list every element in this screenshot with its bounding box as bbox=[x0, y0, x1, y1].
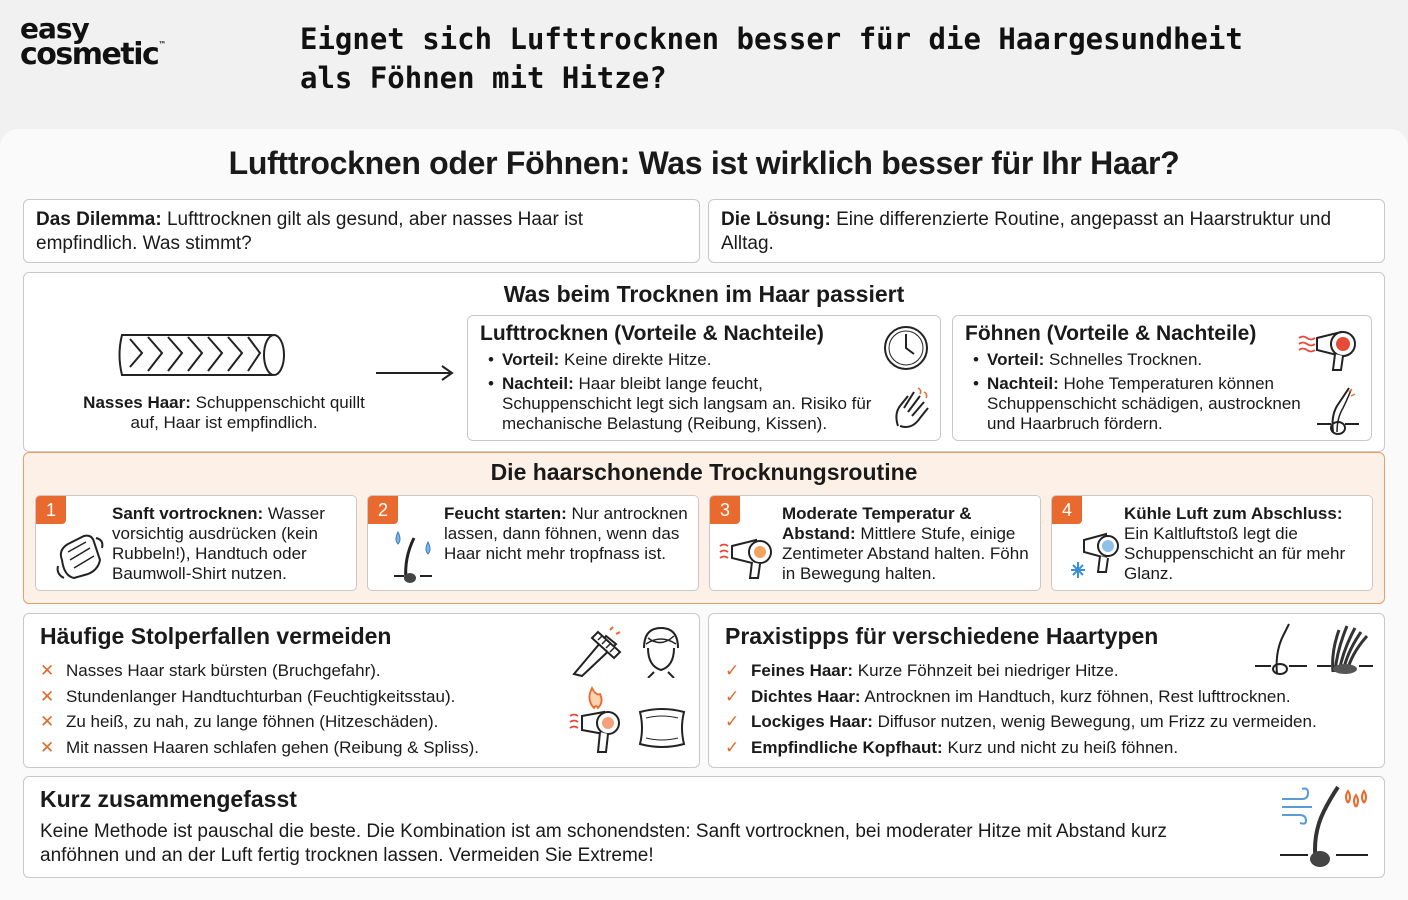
pro-text: Keine direkte Hitze. bbox=[564, 350, 712, 369]
hair-strand-icon bbox=[112, 327, 288, 383]
blow-drying-title: Föhnen (Vorteile & Nachteile) bbox=[965, 322, 1257, 345]
pitfall-item: ✕ Nasses Haar stark bürsten (Bruchgefahr). bbox=[40, 658, 479, 684]
routine-step-3 bbox=[709, 495, 1041, 591]
wind-heat-hair-icon bbox=[1278, 785, 1370, 871]
dilemma-box bbox=[23, 199, 700, 263]
solution-box bbox=[708, 199, 1385, 263]
con-label: Nachteil: bbox=[502, 374, 574, 393]
tip-text: Diffusor nutzen, wenig Bewegung, um Frizz zu vermeiden. bbox=[877, 712, 1317, 731]
drying-routine-section bbox=[23, 452, 1385, 604]
pro-label: Vorteil: bbox=[987, 350, 1045, 369]
step-number: 2 bbox=[368, 496, 398, 524]
step-text bbox=[1124, 504, 1368, 584]
blow-drying-card bbox=[952, 315, 1372, 441]
air-drying-pro bbox=[502, 350, 928, 370]
water-drop-icon bbox=[390, 528, 434, 584]
air-drying-title: Lufttrocknen (Vorteile & Nachteile) bbox=[480, 322, 824, 345]
hair-type-tips-section bbox=[708, 613, 1385, 768]
routine-step-4 bbox=[1051, 495, 1373, 591]
wet-hair-text: Schuppenschicht quillt auf, Haar ist empfindlich. bbox=[130, 393, 365, 432]
pitfalls-list bbox=[40, 658, 479, 760]
pitfall-item: ✕ Mit nassen Haaren schlafen gehen (Reibung & Spliss). bbox=[40, 735, 479, 761]
pro-label: Vorteil: bbox=[502, 350, 560, 369]
air-drying-card bbox=[467, 315, 941, 441]
dilemma-label: Das Dilemma: bbox=[36, 209, 162, 230]
tip-text: Antrocknen im Handtuch, kurz föhnen, Rest lufttrocknen. bbox=[864, 686, 1291, 706]
step-label: Kühle Luft zum Abschluss: bbox=[1124, 504, 1343, 523]
step-description: Wasser vorsichtig ausdrücken (kein Rubbeln!), Handtuch oder Baumwoll-Shirt nutzen. bbox=[112, 504, 325, 583]
tip-label: Empfindliche Kopfhaut: bbox=[751, 737, 943, 757]
routine-title: Die haarschonende Trocknungsroutine bbox=[490, 459, 918, 485]
hand-icon bbox=[890, 386, 932, 432]
summary-text: Keine Methode ist pauschal die beste. Die Kombination ist am schonendsten: Sanft vortrocknen, bei moderater Hitze mit Abstand kurz anföhnen und an der Luft fertig trocknen lassen. Vermeiden Sie Extreme! bbox=[40, 821, 1167, 866]
step-label: Feucht starten: bbox=[444, 504, 567, 523]
step-description: Nur antrocknen lassen, dann föhnen, wenn das Haar nicht mehr tropfnass ist. bbox=[444, 504, 688, 563]
tip-item bbox=[725, 658, 1317, 684]
summary-section bbox=[23, 776, 1385, 878]
step-description: Ein Kaltluftstoß legt die Schuppenschicht an für mehr Glanz. bbox=[1124, 524, 1346, 583]
step-number: 1 bbox=[36, 496, 66, 524]
air-drying-con bbox=[502, 374, 928, 434]
what-happens-section bbox=[23, 272, 1385, 452]
page-question: Eignet sich Lufttrocknen besser für die Haargesundheit als Föhnen mit Hitze? bbox=[300, 22, 1243, 95]
tip-text: Kurz und nicht zu heiß föhnen. bbox=[947, 737, 1179, 757]
tips-list bbox=[725, 658, 1317, 760]
step-description: Mittlere Stufe, einige Zentimeter Abstand halten. Föhn in Bewegung halten. bbox=[782, 524, 1029, 583]
brand-logo bbox=[20, 12, 180, 73]
step-text bbox=[782, 504, 1036, 584]
tip-text: Kurze Föhnzeit bei niedriger Hitze. bbox=[857, 661, 1119, 680]
logo-word: cosmetic bbox=[20, 37, 159, 73]
fine-hair-icon bbox=[1253, 622, 1309, 676]
comb-icon bbox=[568, 626, 624, 678]
pitfalls-section bbox=[23, 613, 700, 768]
infographic-title: Lufttrocknen oder Föhnen: Was ist wirklich besser für Ihr Haar? bbox=[228, 145, 1180, 181]
wet-hair-caption bbox=[74, 393, 374, 433]
tips-title: Praxistipps für verschiedene Haartypen bbox=[725, 623, 1159, 649]
summary-title: Kurz zusammengefasst bbox=[40, 786, 297, 812]
pitfalls-title: Häufige Stolperfallen vermeiden bbox=[40, 623, 392, 649]
towel-turban-icon bbox=[638, 624, 684, 678]
logo-line-2 bbox=[20, 37, 180, 73]
tip-item bbox=[725, 709, 1317, 735]
logo-trademark: ™ bbox=[158, 40, 165, 50]
arrow-right-icon bbox=[374, 363, 456, 383]
wet-hair-label: Nasses Haar: bbox=[83, 393, 191, 412]
routine-step-2 bbox=[367, 495, 699, 591]
tip-label: Dichtes Haar: bbox=[751, 686, 861, 706]
tip-label: Feines Haar: bbox=[751, 661, 854, 680]
thick-hair-icon bbox=[1315, 622, 1375, 676]
solution-text: Eine differenzierte Routine, angepasst an Haarstruktur und Alltag. bbox=[721, 209, 1332, 254]
tip-item bbox=[725, 684, 1317, 710]
dilemma-text: Lufttrocknen gilt als gesund, aber nasses Haar ist empfindlich. Was stimmt? bbox=[36, 209, 584, 254]
con-text: Hohe Temperaturen können Schuppenschicht schädigen, austrocknen und Haarbruch fördern. bbox=[987, 374, 1301, 433]
hair-follicle-icon bbox=[1315, 386, 1361, 436]
step-number: 3 bbox=[710, 496, 740, 524]
step-label: Sanft vortrocknen: bbox=[112, 504, 264, 523]
towel-hands-icon bbox=[54, 530, 106, 582]
clock-icon bbox=[882, 324, 930, 372]
pitfall-item: ✕ Zu heiß, zu nah, zu lange föhnen (Hitzeschäden). bbox=[40, 709, 479, 735]
solution-label: Die Lösung: bbox=[721, 209, 831, 230]
tip-label: Lockiges Haar: bbox=[751, 712, 873, 731]
snowflake-icon bbox=[1070, 530, 1120, 582]
flame-icon bbox=[568, 686, 624, 758]
step-number: 4 bbox=[1052, 496, 1082, 524]
con-label: Nachteil: bbox=[987, 374, 1059, 393]
step-label: Moderate Temperatur & Abstand: bbox=[782, 504, 972, 543]
con-text: Haar bleibt lange feucht, Schuppenschicht legt sich langsam an. Risiko für mechanische Belastung (Reibung, Kissen). bbox=[502, 374, 872, 433]
pitfall-item: ✕ Stundenlanger Handtuchturban (Feuchtigkeitsstau). bbox=[40, 684, 479, 710]
pro-text: Schnelles Trocknen. bbox=[1049, 350, 1203, 369]
blow-drying-con bbox=[987, 374, 1359, 434]
logo-line-1: easy bbox=[20, 12, 89, 45]
hairdryer-icon bbox=[718, 534, 776, 580]
infographic bbox=[0, 129, 1408, 900]
pillow-icon bbox=[636, 706, 688, 750]
routine-step-1 bbox=[35, 495, 357, 591]
what-happens-title: Was beim Trocknen im Haar passiert bbox=[503, 281, 905, 307]
tip-item bbox=[725, 735, 1317, 761]
step-text bbox=[444, 504, 692, 564]
air-drying-list bbox=[480, 350, 928, 434]
step-text bbox=[112, 504, 348, 584]
hairdryer-icon bbox=[1297, 324, 1359, 372]
